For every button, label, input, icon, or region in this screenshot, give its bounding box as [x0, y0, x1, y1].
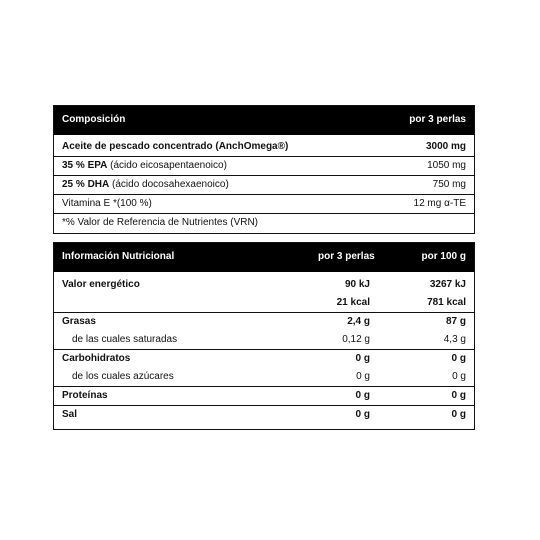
ingredient-name-bold: 25 % DHA [62, 179, 110, 190]
nutrition-row [54, 386, 474, 405]
composition-table [53, 105, 475, 234]
nutrition-column-per-serving: por 3 perlas [318, 251, 375, 262]
nutrient-value-serving: 0 g [355, 409, 370, 420]
ingredient-name-bold: 35 % EPA [62, 160, 108, 171]
composition-row [54, 138, 474, 156]
nutrient-label: Grasas [62, 316, 96, 327]
composition-row [54, 194, 474, 213]
nutrient-value-serving: 2,4 g [347, 316, 370, 327]
nutrient-value-100g: 4,3 g [443, 334, 466, 345]
nutrient-value-serving: 0 g [355, 353, 370, 364]
nutrition-row [54, 349, 474, 368]
nutrient-value-100g: 87 g [445, 316, 466, 327]
ingredient-name-rest: (ácido eicosapentaenoico) [107, 160, 227, 171]
ingredient-amount: 750 mg [432, 179, 466, 190]
nutrition-row [54, 368, 474, 386]
nutrient-sublabel: de las cuales saturadas [72, 334, 178, 345]
nutrient-label: Proteínas [62, 390, 108, 401]
footnote: *% Valor de Referencia de Nutrientes (VRN) [62, 217, 259, 228]
nutrient-label: Carbohidratos [62, 353, 131, 364]
ingredient-amount: 3000 mg [425, 141, 466, 152]
nutrition-row [54, 294, 474, 312]
composition-column-label: por 3 perlas [409, 114, 466, 125]
composition-footnote-row [54, 213, 474, 232]
nutrition-row [54, 276, 474, 294]
nutrition-table [53, 242, 475, 430]
nutrient-value-serving: 0,12 g [342, 334, 370, 345]
nutrition-header [54, 243, 474, 272]
nutrition-column-per-100g: por 100 g [421, 251, 466, 262]
nutrient-value-serving: 0 g [356, 371, 370, 382]
nutrient-label: Valor energético [62, 279, 140, 290]
nutrient-sublabel: de los cuales azúcares [72, 371, 174, 382]
composition-header [54, 106, 474, 135]
composition-row [54, 156, 474, 175]
nutrient-label: Sal [62, 409, 78, 420]
nutrient-value-100g: 0 g [451, 409, 466, 420]
nutrition-row [54, 405, 474, 424]
nutrient-value-100g: 0 g [451, 390, 466, 401]
nutrient-value-serving: 21 kcal [336, 297, 370, 308]
composition-row [54, 175, 474, 194]
ingredient-amount: 1050 mg [427, 160, 466, 171]
ingredient-name: Vitamina E *(100 %) [62, 198, 152, 209]
nutrient-value-100g: 3267 kJ [429, 279, 466, 290]
nutrient-value-100g: 0 g [452, 371, 466, 382]
composition-title: Composición [62, 114, 126, 125]
nutrition-row [54, 312, 474, 331]
nutrient-value-serving: 0 g [355, 390, 370, 401]
ingredient-amount: 12 mg α-TE [413, 198, 466, 209]
nutrient-value-100g: 781 kcal [427, 297, 466, 308]
nutrition-title: Información Nutricional [62, 251, 175, 262]
ingredient-name-bold: Aceite de pescado concentrado (AnchOmega®) [62, 141, 289, 152]
nutrient-value-serving: 90 kJ [344, 279, 370, 290]
nutrition-row [54, 331, 474, 349]
nutrient-value-100g: 0 g [451, 353, 466, 364]
ingredient-name-rest: (ácido docosahexaenoico) [109, 179, 229, 190]
